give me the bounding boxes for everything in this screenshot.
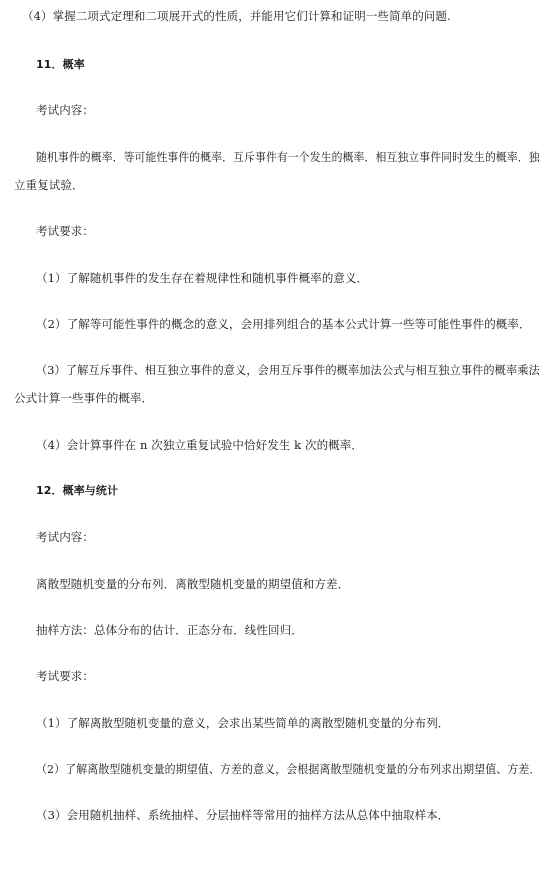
section11-requirement-2: （2）了解等可能性事件的概念的意义，会用排列组合的基本公式计算一些等可能性事件的概率． <box>36 317 531 331</box>
section12-content-line1: 离散型随机变量的分布列．离散型随机变量的期望值和方差． <box>36 577 350 591</box>
section12-heading: 12．概率与统计 <box>36 484 119 497</box>
section11-requirement-4: （4）会计算事件在 n 次独立重复试验中恰好发生 k 次的概率． <box>36 438 364 452</box>
section12-requirements-label: 考试要求： <box>36 669 94 683</box>
section11-heading: 11．概率 <box>36 58 85 71</box>
section12-requirement-1: （1）了解离散型随机变量的意义，会求出某些简单的离散型随机变量的分布列． <box>36 716 450 730</box>
section11-requirement-3-line1: （3）了解互斥事件、相互独立事件的意义，会用互斥事件的概率加法公式与相互独立事件的概率乘法 <box>36 363 540 377</box>
section11-requirement-1: （1）了解随机事件的发生存在着规律性和随机事件概率的意义． <box>36 271 369 285</box>
section11-content-label: 考试内容： <box>36 103 94 117</box>
section10-item4: （4）掌握二项式定理和二项展开式的性质，并能用它们计算和证明一些简单的问题. <box>22 9 451 23</box>
section11-content-line2: 立重复试验． <box>14 178 84 192</box>
section12-requirement-3: （3）会用随机抽样、系统抽样、分层抽样等常用的抽样方法从总体中抽取样本． <box>36 808 450 822</box>
section11-content-line1: 随机事件的概率．等可能性事件的概率．互斥事件有一个发生的概率．相互独立事件同时发生的概率．独 <box>36 150 540 164</box>
section11-requirement-3-line2: 公式计算一些事件的概率． <box>14 391 154 405</box>
section12-requirement-2: （2）了解离散型随机变量的期望值、方差的意义，会根据离散型随机变量的分布列求出期望值、方差． <box>36 762 541 776</box>
section11-requirements-label: 考试要求： <box>36 224 94 238</box>
section12-content-line2: 抽样方法：总体分布的估计．正态分布．线性回归． <box>36 623 303 637</box>
section12-content-label: 考试内容： <box>36 530 94 544</box>
